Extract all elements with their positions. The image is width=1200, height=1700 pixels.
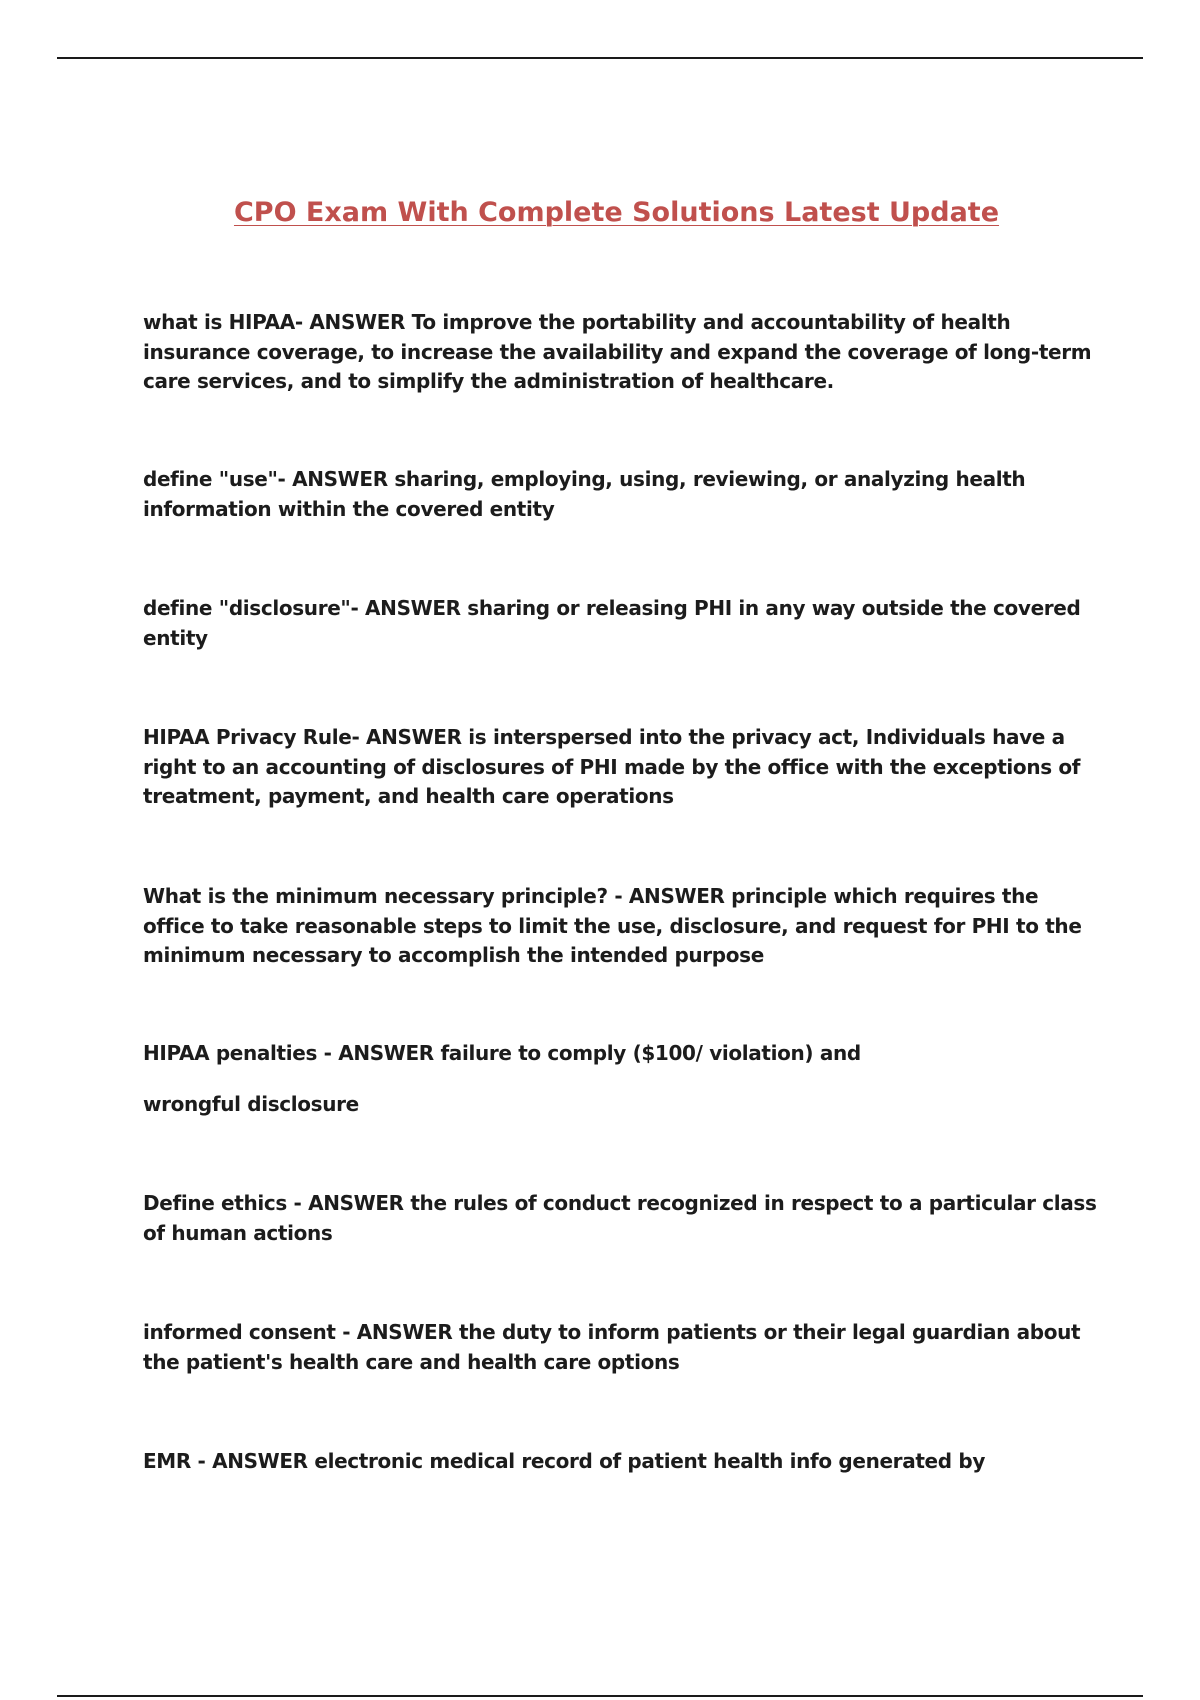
qa-entry-text: Define ethics - ANSWER the rules of conduct recognized in respect to a particular class of human actions	[143, 1191, 1097, 1245]
qa-entry-use	[143, 465, 1098, 524]
qa-entry-text: EMR - ANSWER electronic medical record of patient health info generated by	[143, 1449, 986, 1473]
qa-entry-disclosure	[143, 594, 1098, 653]
qa-entry-text: HIPAA Privacy Rule- ANSWER is interspersed into the privacy act, Individuals have a right to an accounting of disclosures of PHI made by the office with the exceptions of treatment, payment, and health care operations	[143, 725, 1081, 808]
bottom-rule	[57, 1695, 1143, 1697]
qa-entry-text: what is HIPAA- ANSWER To improve the portability and accountability of health insurance coverage, to increase the availability and expand the coverage of long-term care services, and to simplify the administration of healthcare.	[143, 310, 1092, 393]
qa-entry-minimum-necessary	[143, 882, 1098, 971]
qa-entry-penalties	[143, 1039, 1098, 1119]
qa-entry-text: define "use"- ANSWER sharing, employing, using, reviewing, or analyzing health information within the covered entity	[143, 467, 1026, 521]
qa-entry-hipaa	[143, 308, 1098, 397]
qa-entry-text: informed consent - ANSWER the duty to inform patients or their legal guardian about the patient's health care and health care options	[143, 1320, 1081, 1374]
qa-entry-text: HIPAA penalties - ANSWER failure to comply ($100/ violation) and	[143, 1041, 861, 1065]
qa-entry-text: define "disclosure"- ANSWER sharing or releasing PHI in any way outside the covered entity	[143, 596, 1081, 650]
qa-entry-emr	[143, 1447, 1098, 1477]
qa-entry-privacy-rule	[143, 723, 1098, 812]
qa-entry-text: What is the minimum necessary principle? - ANSWER principle which requires the office to take reasonable steps to limit the use, disclosure, and request for PHI to the minimum necessary to accomplish the intended purpose	[143, 884, 1082, 967]
qa-entry-informed-consent	[143, 1318, 1098, 1377]
qa-entry-text-continued: wrongful disclosure	[143, 1091, 359, 1116]
top-rule	[57, 57, 1143, 59]
document-title: CPO Exam With Complete Solutions Latest Update	[233, 197, 1000, 228]
qa-entry-ethics	[143, 1189, 1098, 1248]
